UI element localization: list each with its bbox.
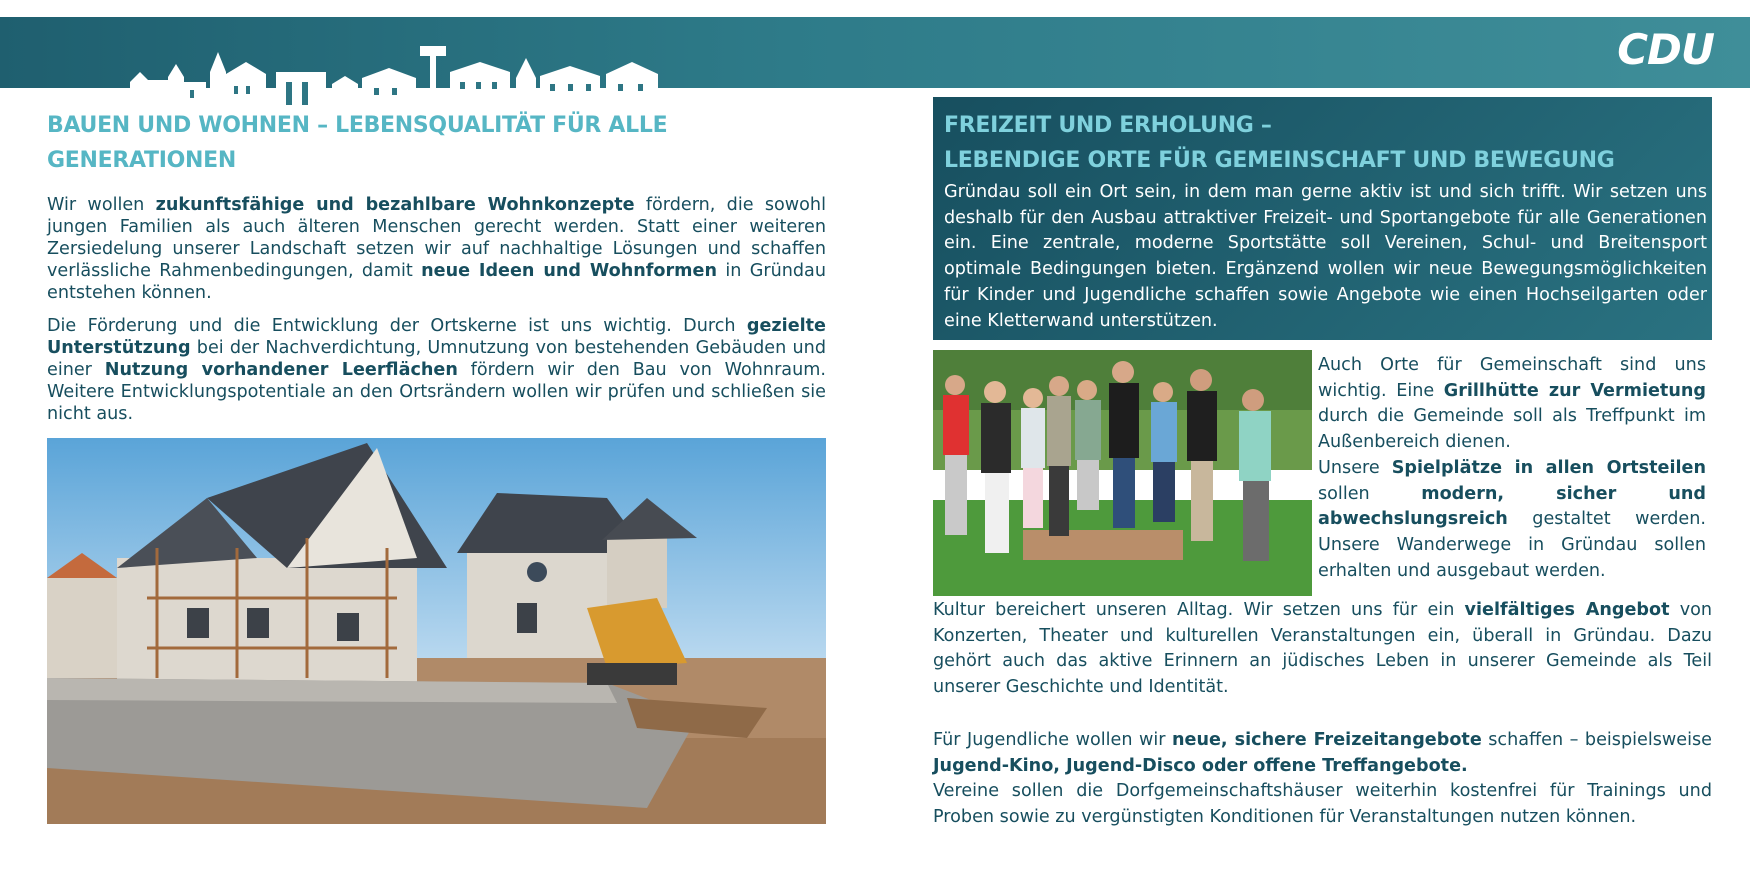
paragraph-wohnkonzepte bbox=[47, 194, 826, 304]
bold-run: neue, sichere Freizeitangebote bbox=[1172, 729, 1482, 750]
text-run: in Gründau entstehen können. bbox=[47, 261, 826, 303]
text-run: fördern, die sowohl jungen Familien als auch älteren Menschen gerecht werden. Statt einer weiteren Zersiedelung unserer Landschaft setzen wir auf nachhaltige Lösungen und schaffen verlässliche Rahmenbedingungen, damit bbox=[47, 195, 826, 281]
heading-line-2: GENERATIONEN bbox=[47, 148, 236, 173]
bold-run: neue Ideen und Wohnformen bbox=[421, 261, 717, 281]
text-run: Unsere bbox=[1318, 457, 1392, 478]
header-banner bbox=[0, 17, 1750, 88]
paragraph-jugend bbox=[933, 728, 1712, 831]
bold-run: Jugend-Kino, Jugend-Disco oder offene Treffangebote. bbox=[933, 755, 1468, 776]
section-heading-bauen bbox=[47, 108, 827, 178]
bold-run: vielfältiges Angebot bbox=[1464, 600, 1670, 620]
text-run: Für Jugendliche wollen wir bbox=[933, 729, 1173, 750]
group-photo-minigolf bbox=[933, 350, 1312, 596]
heading-line-2: LEBENDIGE ORTE FÜR GEMEINSCHAFT UND BEWEGUNG bbox=[944, 148, 1615, 173]
section-heading-freizeit bbox=[944, 108, 1704, 178]
text-run: schaffen – beispielsweise bbox=[1481, 729, 1712, 750]
bold-run: Grillhütte zur Vermietung bbox=[1443, 380, 1706, 401]
text-run: Kultur bereichert unseren Alltag. Wir setzen uns für ein bbox=[933, 600, 1465, 620]
paragraph-kultur bbox=[933, 598, 1712, 701]
house-construction-photo bbox=[47, 438, 826, 824]
cdu-logo: CDU bbox=[1617, 25, 1714, 74]
bauen-body-text bbox=[47, 194, 826, 425]
text-run: fördern wir den Bau von Wohnraum. Weitere Entwicklungspotentiale an den Ortsrändern wollen wir prüfen und schließen sie nicht aus. bbox=[47, 360, 826, 424]
heading-line-1: FREIZEIT UND ERHOLUNG – bbox=[944, 113, 1272, 138]
bold-run: Spielplätze in allen Ortsteilen bbox=[1391, 457, 1706, 478]
text-run: bei der Nachverdichtung, Umnutzung von bestehenden Gebäuden und einer bbox=[47, 338, 826, 380]
bold-run: modern, sicher und abwechslungsreich bbox=[1318, 483, 1706, 530]
gemeinschaft-text bbox=[1318, 353, 1706, 584]
text-run: Wir wollen bbox=[47, 195, 156, 215]
text-run: Die Förderung und die Entwicklung der Ortskerne ist uns wichtig. Durch bbox=[47, 316, 747, 336]
paragraph-ortskerne bbox=[47, 315, 826, 425]
text-run: Auch Orte für Gemeinschaft sind uns wichtig. Eine bbox=[1318, 355, 1706, 401]
text-run: Vereine sollen die Dorfgemeinschaftshäuser weiterhin kostenfrei für Trainings und Proben sowie zu vergünstigten Konditionen für Veranstaltungen nutzen können. bbox=[933, 781, 1712, 827]
paragraph-gap bbox=[933, 701, 1712, 728]
freizeit-intro-text: Gründau soll ein Ort sein, in dem man gerne aktiv ist und sich trifft. Wir setzen uns deshalb für den Ausbau attraktiver Freizeit- und Sportangebote für alle Generationen ein. Eine zentrale, moderne Sportstätte soll Vereinen, Schul- und Breitensport optimale Bedingungen bieten. Ergänzend wollen wir neue Bewegungsmöglichkeiten für Kinder und Jugendliche schaffen sowie Angebote wie einen Hochseilgarten oder eine Kletterwand unterstützen. bbox=[944, 182, 1707, 331]
heading-line-1: BAUEN UND WOHNEN – LEBENSQUALITÄT FÜR ALLE bbox=[47, 113, 668, 138]
bold-run: zukunftsfähige und bezahlbare Wohnkonzepte bbox=[155, 195, 635, 215]
text-run: durch die Gemeinde soll als Treffpunkt im Außenbereich dienen. bbox=[1318, 406, 1706, 453]
bold-run: Nutzung vorhandener Leerflächen bbox=[104, 360, 458, 380]
kultur-jugend-text bbox=[933, 598, 1712, 831]
village-skyline-graphic bbox=[130, 42, 740, 105]
text-run: sollen bbox=[1318, 483, 1422, 504]
bold-run: gezielte Unterstützung bbox=[47, 316, 826, 358]
text-run: von Konzerten, Theater und kulturellen Veranstaltungen ein, überall in Gründau. Dazu gehört auch das aktive Erinnern an jüdisches Leben in unserer Gemeinde als Teil unserer Geschichte und Identität. bbox=[933, 600, 1713, 698]
text-run: gestaltet werden. Unsere Wanderwege in Gründau sollen erhalten und ausgebaut werden. bbox=[1318, 509, 1706, 581]
